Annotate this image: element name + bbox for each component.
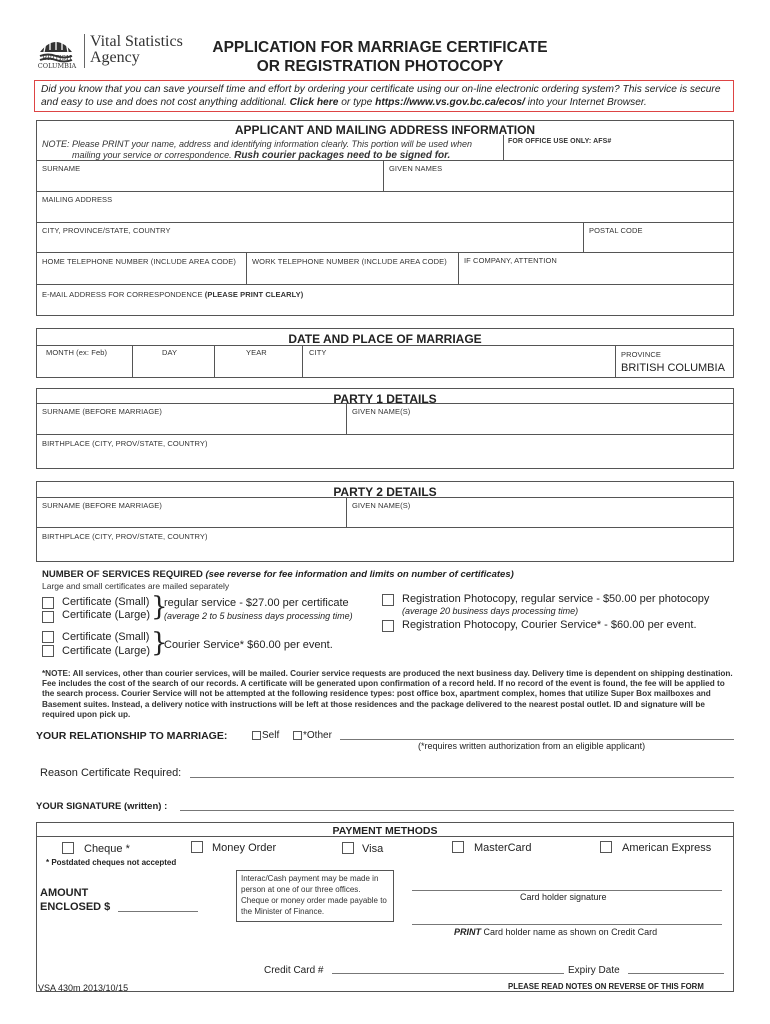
- company-field[interactable]: [459, 266, 733, 283]
- amex-label: American Express: [622, 842, 712, 854]
- regular-brace: }: [151, 592, 168, 622]
- photo-regular-note: (average 20 business days processing time): [402, 606, 579, 616]
- office-use-label: FOR OFFICE USE ONLY: AFS#: [508, 138, 612, 145]
- regular-service-note: (average 2 to 5 business days processing time): [164, 611, 353, 621]
- applicant-rule-3: [36, 222, 734, 223]
- work-phone-label: WORK TELEPHONE NUMBER (INCLUDE AREA CODE): [252, 257, 447, 266]
- services-heading: NUMBER OF SERVICES REQUIRED (see reverse for fee information and limits on number of certificates): [42, 569, 514, 580]
- card-holder-name-line[interactable]: [412, 924, 722, 925]
- party1-rule-2: [36, 434, 734, 435]
- applicant-rule-4: [36, 252, 734, 253]
- applicant-note: NOTE: Please PRINT your name, address and identifying information clearly. This portion will be used when mailing your service or correspondence. Rush courier packages need to be signed for.: [42, 139, 473, 161]
- amount-line[interactable]: [118, 911, 198, 912]
- postal-code-field[interactable]: [584, 234, 733, 251]
- province-label: PROVINCE: [621, 350, 661, 359]
- ecos-url[interactable]: https://www.vs.gov.bc.ca/ecos/: [375, 97, 525, 108]
- services-note: *NOTE: All services, other than courier services, will be mailed. Courier service requests are produced the next business day. Delivery time is dependent on shipping destination. Fee includes the cost of the search of our records. A certificate will be generated upon confirmation of a record held. If no record of the event is found, the fee will be applied to the search process. Courier Service will not be attempted at the following residence types: post office box, apartment complex, homes that utilize Super Box mailboxes and Basement suites. Instead, a delivery notice with instructions will be left at those residences and the package delivered to the nearest postal outlet. ID and signature will be required upon pick up.: [42, 669, 733, 719]
- month-label: MONTH (ex: Feb): [46, 348, 108, 357]
- party2-surname-label: SURNAME (BEFORE MARRIAGE): [42, 501, 163, 510]
- party2-rule-2: [36, 527, 734, 528]
- party1-given-label: GIVEN NAME(S): [352, 407, 411, 416]
- regular-service-label: regular service - $27.00 per certificate: [164, 597, 349, 609]
- payment-section-title: PAYMENT METHODS: [332, 825, 438, 837]
- applicant-rule-2: [36, 191, 734, 192]
- party1-rule-1: [36, 403, 734, 404]
- postdated-note: * Postdated cheques not accepted: [46, 858, 177, 867]
- click-here-link[interactable]: Click here: [289, 97, 339, 108]
- company-label: IF COMPANY, ATTENTION: [464, 256, 557, 265]
- applicant-given-label: GIVEN NAMES: [389, 164, 443, 173]
- mastercard-label: MasterCard: [474, 842, 532, 854]
- party1-surname-label: SURNAME (BEFORE MARRIAGE): [42, 407, 163, 416]
- signature-line[interactable]: [180, 810, 734, 811]
- visa-checkbox[interactable]: [342, 842, 354, 854]
- city-label: CITY, PROVINCE/STATE, COUNTRY: [42, 226, 171, 235]
- mastercard-checkbox[interactable]: [452, 841, 464, 853]
- other-note: (*requires written authorization from an eligible applicant): [418, 741, 646, 751]
- party1-birthplace-label: BIRTHPLACE (CITY, PROV/STATE, COUNTRY): [42, 439, 208, 448]
- amex-checkbox[interactable]: [600, 841, 612, 853]
- office-use-divider: [503, 135, 504, 161]
- party1-section-title: PARTY 1 DETAILS: [333, 392, 437, 406]
- mailing-address-field[interactable]: [37, 203, 733, 221]
- cert-small-regular-label: Certificate (Small): [62, 596, 150, 608]
- agency-name: Vital Statistics Agency: [90, 33, 183, 66]
- expiry-line[interactable]: [628, 973, 724, 974]
- card-holder-signature-line[interactable]: [412, 890, 722, 891]
- cert-small-regular-checkbox[interactable]: [42, 597, 54, 609]
- month-field[interactable]: [37, 358, 131, 377]
- mailing-address-label: MAILING ADDRESS: [42, 195, 113, 204]
- marriage-rule: [36, 345, 734, 346]
- email-field[interactable]: [37, 298, 733, 315]
- signature-label: YOUR SIGNATURE (written) :: [36, 801, 168, 812]
- party2-birthplace-field[interactable]: [37, 541, 733, 561]
- self-checkbox[interactable]: [252, 731, 261, 740]
- card-holder-name-label: PRINT Card holder name as shown on Credit Card: [454, 927, 658, 937]
- money-order-checkbox[interactable]: [191, 841, 203, 853]
- postal-code-label: POSTAL CODE: [589, 226, 643, 235]
- year-field[interactable]: [215, 358, 301, 377]
- reason-line[interactable]: [190, 777, 734, 778]
- payment-rule: [36, 836, 734, 837]
- courier-service-label: Courier Service* $60.00 per event.: [164, 639, 333, 651]
- online-notice: Did you know that you can save yourself time and effort by ordering your certificate using our on-line electronic ordering system? This service is secure and easy to use and does not cost anything additional. Click here or type https://www.vs.gov.bc.ca/ecos/ into your Internet Browser.: [34, 80, 734, 112]
- other-checkbox[interactable]: [293, 731, 302, 740]
- expiry-label: Expiry Date: [568, 965, 620, 976]
- marriage-div-4: [615, 345, 616, 378]
- party1-given-field[interactable]: [347, 416, 733, 433]
- applicant-given-field[interactable]: [384, 172, 733, 190]
- party2-surname-field[interactable]: [37, 510, 345, 526]
- photo-courier-label: Registration Photocopy, Courier Service* - $60.00 per event.: [402, 619, 697, 631]
- applicant-surname-field[interactable]: [37, 172, 382, 190]
- party2-birthplace-label: BIRTHPLACE (CITY, PROV/STATE, COUNTRY): [42, 532, 208, 541]
- amount-label: AMOUNT ENCLOSED $: [40, 887, 111, 913]
- bc-name: BRITISH COLUMBIA: [37, 54, 77, 70]
- party1-surname-field[interactable]: [37, 416, 345, 433]
- cert-large-courier-checkbox[interactable]: [42, 645, 54, 657]
- credit-card-line[interactable]: [332, 973, 564, 974]
- party2-given-label: GIVEN NAME(S): [352, 501, 411, 510]
- credit-card-label: Credit Card #: [264, 965, 324, 976]
- other-line[interactable]: [340, 739, 734, 740]
- day-field[interactable]: [133, 358, 213, 377]
- cert-large-regular-label: Certificate (Large): [62, 609, 151, 621]
- home-phone-field[interactable]: [37, 266, 245, 283]
- logo-divider: [84, 34, 85, 68]
- relationship-label: YOUR RELATIONSHIP TO MARRIAGE:: [36, 730, 228, 742]
- cheque-label: Cheque *: [84, 843, 130, 855]
- photo-regular-label: Registration Photocopy, regular service - $50.00 per photocopy: [402, 593, 710, 605]
- city-field[interactable]: [37, 234, 582, 251]
- visa-label: Visa: [362, 843, 384, 855]
- services-sub: Large and small certificates are mailed separately: [42, 581, 230, 591]
- cert-large-courier-label: Certificate (Large): [62, 645, 151, 657]
- party2-section-title: PARTY 2 DETAILS: [333, 485, 437, 499]
- form-id: VSA 430m 2013/10/15: [38, 983, 129, 993]
- marriage-city-label: CITY: [309, 348, 327, 357]
- photo-regular-checkbox[interactable]: [382, 594, 394, 606]
- applicant-rule-1: [36, 160, 734, 161]
- card-holder-signature-label: Card holder signature: [520, 892, 607, 902]
- party2-given-field[interactable]: [347, 510, 733, 526]
- money-order-label: Money Order: [212, 842, 277, 854]
- year-label: YEAR: [246, 348, 267, 357]
- read-notes: PLEASE READ NOTES ON REVERSE OF THIS FORM: [508, 982, 704, 991]
- self-label: Self: [262, 730, 280, 741]
- applicant-rule-5: [36, 284, 734, 285]
- province-value: BRITISH COLUMBIA: [621, 362, 725, 374]
- page-title: APPLICATION FOR MARRIAGE CERTIFICATE OR REGISTRATION PHOTOCOPY: [212, 39, 548, 75]
- applicant-section-title: APPLICANT AND MAILING ADDRESS INFORMATION: [234, 123, 536, 137]
- other-label: *Other: [303, 730, 332, 741]
- cert-large-regular-checkbox[interactable]: [42, 611, 54, 623]
- reason-label: Reason Certificate Required:: [40, 767, 182, 779]
- marriage-city-field[interactable]: [303, 358, 614, 377]
- home-phone-label: HOME TELEPHONE NUMBER (INCLUDE AREA CODE): [42, 257, 236, 266]
- email-label: E-MAIL ADDRESS FOR CORRESPONDENCE (PLEASE PRINT CLEARLY): [42, 290, 304, 299]
- applicant-surname-label: SURNAME: [42, 164, 81, 173]
- photo-courier-checkbox[interactable]: [382, 620, 394, 632]
- day-label: DAY: [162, 348, 178, 357]
- cert-small-courier-label: Certificate (Small): [62, 631, 150, 643]
- cert-small-courier-checkbox[interactable]: [42, 631, 54, 643]
- party1-birthplace-field[interactable]: [37, 448, 733, 468]
- party2-rule-1: [36, 497, 734, 498]
- work-phone-field[interactable]: [247, 266, 457, 283]
- marriage-section-title: DATE AND PLACE OF MARRIAGE: [288, 332, 482, 346]
- cheque-checkbox[interactable]: [62, 842, 74, 854]
- courier-brace: }: [151, 628, 168, 658]
- interac-note-box: Interac/Cash payment may be made in person at one of our three offices. Cheque or money order made payable to the Minister of Finance.: [236, 870, 394, 922]
